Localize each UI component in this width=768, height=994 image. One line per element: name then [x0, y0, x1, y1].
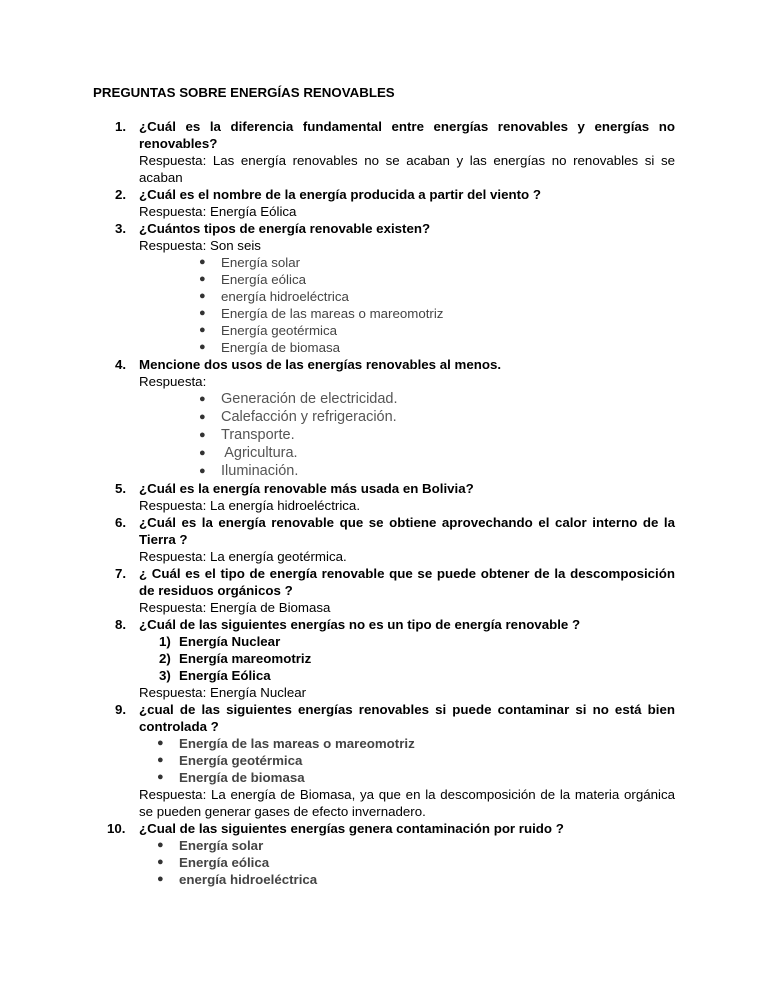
question-text: ¿Cuál es la energía renovable más usada en Bolivia?	[139, 481, 474, 496]
question-item	[93, 186, 675, 220]
question-number: 10.	[107, 821, 126, 836]
question-text: ¿Cual de las siguientes energías genera contaminación por ruido ?	[139, 821, 564, 836]
question-text: Mencione dos usos de las energías renovables al menos.	[139, 357, 502, 372]
question-list	[93, 118, 675, 888]
question-number: 2.	[115, 187, 127, 202]
question-text: ¿Cuál es el nombre de la energía producida a partir del viento ?	[139, 187, 541, 202]
question-text: ¿Cuántos tipos de energía renovable existen?	[139, 221, 431, 236]
option-number: 3)	[159, 668, 171, 683]
answer-text: Respuesta: La energía hidroeléctrica.	[139, 498, 361, 513]
list-item: ● Agricultura.	[139, 444, 675, 462]
question-item	[93, 820, 675, 888]
answer-text: Respuesta: Energía Eólica	[139, 204, 297, 219]
question-number: 9.	[115, 702, 127, 717]
question-text: ¿Cuál es la energía renovable que se obtiene aprovechando el calor interno de la Tierra ?	[139, 515, 675, 547]
question-number: 5.	[115, 481, 127, 496]
answer-text: Respuesta: Son seis	[139, 238, 261, 253]
answer-text: Respuesta: Energía de Biomasa	[139, 600, 331, 615]
option-label: Energía mareomotriz	[179, 651, 312, 666]
list-item: ● Energía de biomasa	[139, 769, 675, 786]
page-title: PREGUNTAS SOBRE ENERGÍAS RENOVABLES	[93, 85, 395, 100]
question-item	[93, 701, 675, 820]
question-item	[93, 514, 675, 565]
list-item: ● Energía de biomasa	[139, 339, 675, 356]
question-number: 8.	[115, 617, 127, 632]
question-item	[93, 118, 675, 186]
list-item: ● Energía geotérmica	[139, 322, 675, 339]
question-text: ¿ Cuál es el tipo de energía renovable que se puede obtener de la descomposición de residuos orgánicos ?	[139, 566, 675, 598]
question-text: ¿cual de las siguientes energías renovables si puede contaminar si no está bien controlada ?	[139, 702, 675, 734]
bullet-list	[139, 837, 675, 888]
answer-text: Respuesta: Energía Nuclear	[139, 685, 307, 700]
question-text: ¿Cuál de las siguientes energías no es un tipo de energía renovable ?	[139, 617, 581, 632]
question-item	[93, 480, 675, 514]
question-text: ¿Cuál es la diferencia fundamental entre energías renovables y energías no renovables?	[139, 119, 675, 151]
list-item: ● Energía geotérmica	[139, 752, 675, 769]
option-number: 1)	[159, 634, 171, 649]
list-item	[139, 633, 675, 650]
list-item	[139, 667, 675, 684]
answer-text: Respuesta:	[139, 374, 207, 389]
bullet-list	[139, 735, 675, 786]
question-item	[93, 616, 675, 701]
question-number: 6.	[115, 515, 127, 530]
bullet-list	[139, 390, 675, 480]
list-item: ● Generación de electricidad.	[139, 390, 675, 408]
answer-text: Respuesta: La energía geotérmica.	[139, 549, 347, 564]
bullet-list	[139, 254, 675, 356]
list-item: ● Energía solar	[139, 254, 675, 271]
list-item: ● Iluminación.	[139, 462, 675, 480]
question-number: 3.	[115, 221, 127, 236]
list-item: ● Calefacción y refrigeración.	[139, 408, 675, 426]
option-list	[139, 633, 675, 684]
list-item: ● Energía eólica	[139, 271, 675, 288]
question-number: 7.	[115, 566, 127, 581]
list-item: ● energía hidroeléctrica	[139, 288, 675, 305]
list-item: ● Transporte.	[139, 426, 675, 444]
answer-text: Respuesta: La energía de Biomasa, ya que en la descomposición de la materia orgánica se pueden generar gases de efecto invernadero.	[139, 787, 675, 819]
list-item: ● Energía eólica	[139, 854, 675, 871]
list-item	[139, 650, 675, 667]
list-item: ● Energía solar	[139, 837, 675, 854]
question-number: 1.	[115, 119, 127, 134]
list-item: ● Energía de las mareas o mareomotriz	[139, 305, 675, 322]
question-item	[93, 356, 675, 480]
question-item	[93, 220, 675, 356]
list-item: ● Energía de las mareas o mareomotriz	[139, 735, 675, 752]
list-item: ● energía hidroeléctrica	[139, 871, 675, 888]
option-label: Energía Eólica	[179, 668, 271, 683]
option-number: 2)	[159, 651, 171, 666]
question-item	[93, 565, 675, 616]
question-number: 4.	[115, 357, 127, 372]
answer-text: Respuesta: Las energía renovables no se acaban y las energías no renovables si se acaban	[139, 153, 675, 185]
option-label: Energía Nuclear	[179, 634, 281, 649]
